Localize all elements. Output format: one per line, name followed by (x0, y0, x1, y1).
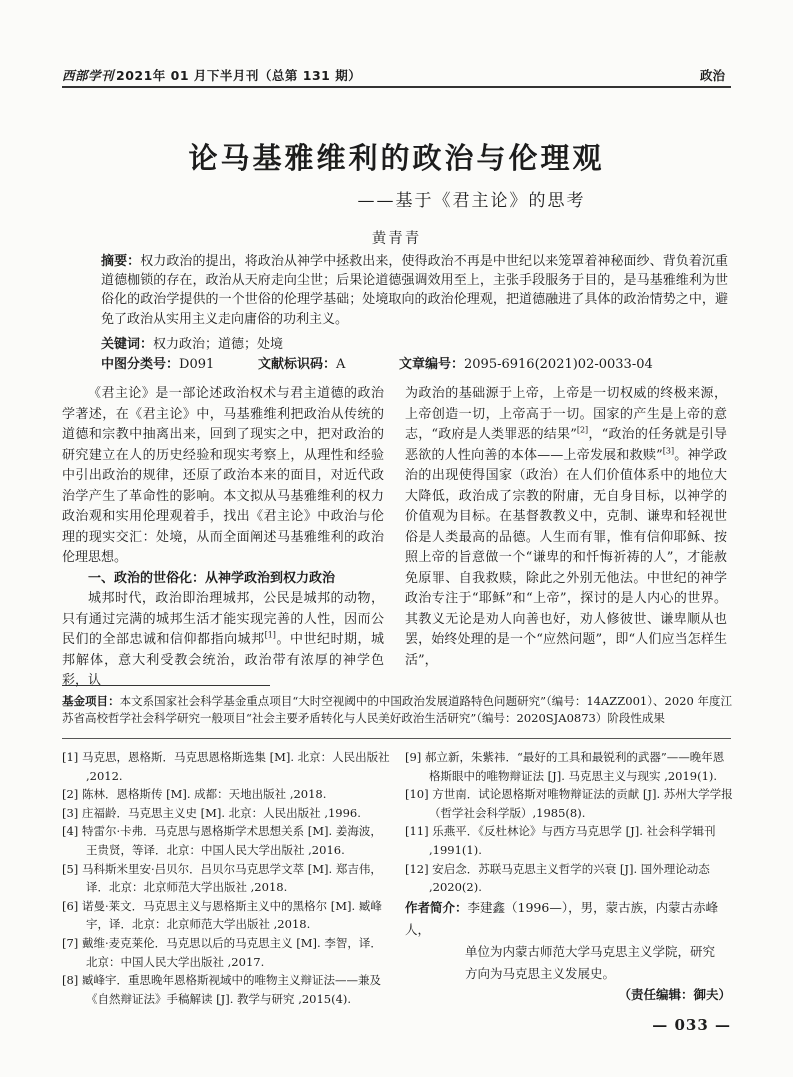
references-left (62, 748, 392, 1008)
citation-marker[interactable]: [1] (264, 630, 276, 640)
clc-value: D091 (179, 357, 215, 372)
reference-item: [6] 诺曼·莱文．马克思主义与恩格斯主义中的黑格尔 [M]. 臧峰宇，译．北京：北京师范大学出版社 ,2018. (62, 898, 382, 932)
abstract-label: 摘要： (101, 254, 141, 269)
reference-item: [8] 臧峰宇．重思晚年恩格斯视域中的唯物主义辩证法——兼及《自然辩证法》手稿解读 [J]. 教学与研究 ,2015(4). (62, 973, 381, 1006)
section-heading: 一、政治的世俗化：从神学政治到权力政治 (88, 570, 336, 586)
reference-item: [3] 庄福龄．马克思主义史 [M]. 北京：人民出版社 ,1996. (62, 805, 361, 820)
body-text: 城邦时代，政治即治理城邦，公民是城邦的动物，只有通过完满的城邦生活才能实现完善的人性，因而公民们的全部忠诚和信仰都指向城邦 (62, 591, 384, 647)
reference-item: [10] 方世南．试论恩格斯对唯物辩证法的贡献 [J]. 苏州大学学报（哲学社会科学版）,1985(8). (405, 787, 733, 820)
body-paragraph: 《君主论》是一部论述政治权术与君主道德的政治学著述，在《君主论》中，马基雅维利把政治从传统的道德和宗教中抽离出来，回到了现实之中，把对政治的研究建立在人的历史经验和现实考察上，从理性和经验中引出政治的规律，还原了政治本来的面目，对近代政治学产生了革命性的影响。本文拟从马基雅维利的权力政治观和实用伦理观着手，找出《君主论》中政治与伦理的现实交汇：处境，从而全面阐述马基雅维利的政治伦理思想。 (62, 386, 384, 565)
reference-item: [11] 乐燕平．《反杜林论》与西方马克思学 [J]. 社会科学辑刊 ,1991(1). (405, 824, 716, 857)
reference-item: [7] 戴维·麦克莱伦．马克思以后的马克思主义 [M]. 李智，译．北京：中国人民大学出版社 ,2017. (62, 935, 382, 969)
body-paragraph (405, 384, 727, 671)
doc-value: A (336, 357, 346, 372)
keywords-label: 关键词： (101, 337, 154, 352)
citation-marker[interactable]: [3] (662, 446, 675, 456)
funding-note (62, 693, 732, 727)
footnote-rule (62, 685, 270, 686)
reference-item: [9] 郝立新，朱紫祎．“最好的工具和最锐利的武器”——晚年恩格斯眼中的唯物辩证法 [J]. 马克思主义与现实 ,2019(1). (405, 750, 725, 783)
responsible-editor: （责任编辑：御夫） (618, 987, 731, 1002)
author-bio-line: 单位为内蒙古师范大学马克思主义学院，研究 (465, 944, 716, 959)
references-rule (62, 738, 731, 739)
running-header-section: 政治 (699, 68, 725, 83)
body-paragraph (62, 589, 384, 692)
clc-code (101, 353, 214, 372)
running-header-journal (62, 66, 361, 84)
author-bio-label: 作者简介： (405, 900, 468, 915)
funding-text: 本文系国家社会科学基金重点项目“大时空视阈中的中国政治发展道路特色问题研究”（编号：14AZZ001）、2020 年度江苏省高校哲学社会科学研究一般项目“社会主要矛盾转化与人民美好政治生活研究”（编号：2020SJA0873）阶段性成果 (62, 694, 733, 725)
journal-logo: 西部学刊 (62, 68, 115, 83)
clc-label: 中图分类号： (101, 357, 180, 372)
reference-item: [5] 马科斯米里安·吕贝尔．吕贝尔马克思学文萃 [M]. 郑吉伟，译．北京：北京师范大学出版社 ,2018. (62, 861, 382, 895)
author-bio-text: 李建鑫（1996—），男，蒙古族，内蒙古赤峰人， (405, 900, 719, 937)
body-text: ，“政治的任务就是引导恶欲的人性向善的本体——上帝发展和救赎” (405, 427, 727, 463)
abstract (101, 252, 728, 329)
body-column-left (62, 384, 384, 692)
author-bio (405, 897, 733, 985)
reference-item: [2] 陈林．恩格斯传 [M]. 成都：天地出版社 ,2018. (62, 787, 327, 802)
article-author: 黄青青 (371, 231, 422, 247)
body-column-right (405, 384, 727, 671)
reference-item: [12] 安启念．苏联马克思主义哲学的兴衰 [J]. 国外理论动态 ,2020(2). (405, 861, 710, 895)
article-title: 论马基雅维利的政治与伦理观 (188, 141, 605, 175)
citation-marker[interactable]: [2] (576, 425, 589, 435)
funding-label: 基金项目： (62, 694, 120, 708)
references-right (405, 748, 733, 897)
keywords-text: 权力政治；道德；处境 (153, 337, 284, 352)
journal-issue: 2021年 01 月下半月刊（总第 131 期） (116, 68, 362, 83)
article-number-value: 2095-6916(2021)02-0033-04 (464, 357, 653, 372)
doc-label: 文献标识码： (258, 357, 337, 372)
article-number-label: 文章编号： (399, 357, 465, 372)
body-text: 。中世纪时期，城邦解体，意大利受教会统治，政治带有浓厚的神学色彩，认 (62, 632, 384, 688)
reference-item: [4] 特雷尔·卡弗．马克思与恩格斯学术思想关系 [M]. 姜海波，王贵贤，等译．北京：中国人民大学出版社 ,2016. (62, 824, 382, 857)
reference-item: [1] 马克思，恩格斯．马克思恩格斯选集 [M]. 北京：人民出版社 ,2012. (62, 750, 390, 783)
author-bio-line (405, 897, 733, 941)
article-number (399, 353, 653, 372)
body-text: 为政治的基础源于上帝，上帝是一切权威的终极来源，上帝创造一切，上帝高于一切。国家的产生是上帝的意志，“政府是人类罪恶的结果” (405, 386, 727, 442)
page-number: — 033 — (652, 1016, 731, 1034)
body-text: 。神学政治的出现使得国家（政治）在人们价值体系中的地位大大降低，政治成了宗教的附庸，无自身目标，以神学的价值观为目标。在基督教教义中，克制、谦卑和轻视世俗是人类最高的品德。人生而有罪，惟有信仰耶稣、按照上帝的旨意做一个“谦卑的和忏悔祈祷的人”，才能赦免原罪、自我救赎，除此之外别无他法。中世纪的神学政治专注于“耶稣”和“上帝”，探讨的是人内心的世界。其教义无论是劝人向善也好，劝人修彼世、谦卑顺从也罢，始终处理的是一个“应然问题”，即“人们应当怎样生活”， (405, 447, 727, 668)
keywords (101, 333, 283, 352)
author-bio-line: 方向为马克思主义发展史。 (465, 966, 616, 981)
abstract-text: 权力政治的提出，将政治从神学中拯救出来，使得政治不再是中世纪以来笼罩着神秘面纱、背负着沉重道德枷锁的存在，政治从天府走向尘世；后果论道德强调效用至上，主张手段服务于目的，是马基雅维利为世俗化的政治学提供的一个世俗的伦理学基础；处境取向的政治伦理观，把道德融进了具体的政治情势之中，避免了政治从实用主义走向庸俗的功利主义。 (101, 254, 728, 327)
header-rule (62, 86, 731, 88)
doc-code (258, 353, 345, 372)
article-subtitle: ——基于《君主论》的思考 (357, 191, 586, 211)
